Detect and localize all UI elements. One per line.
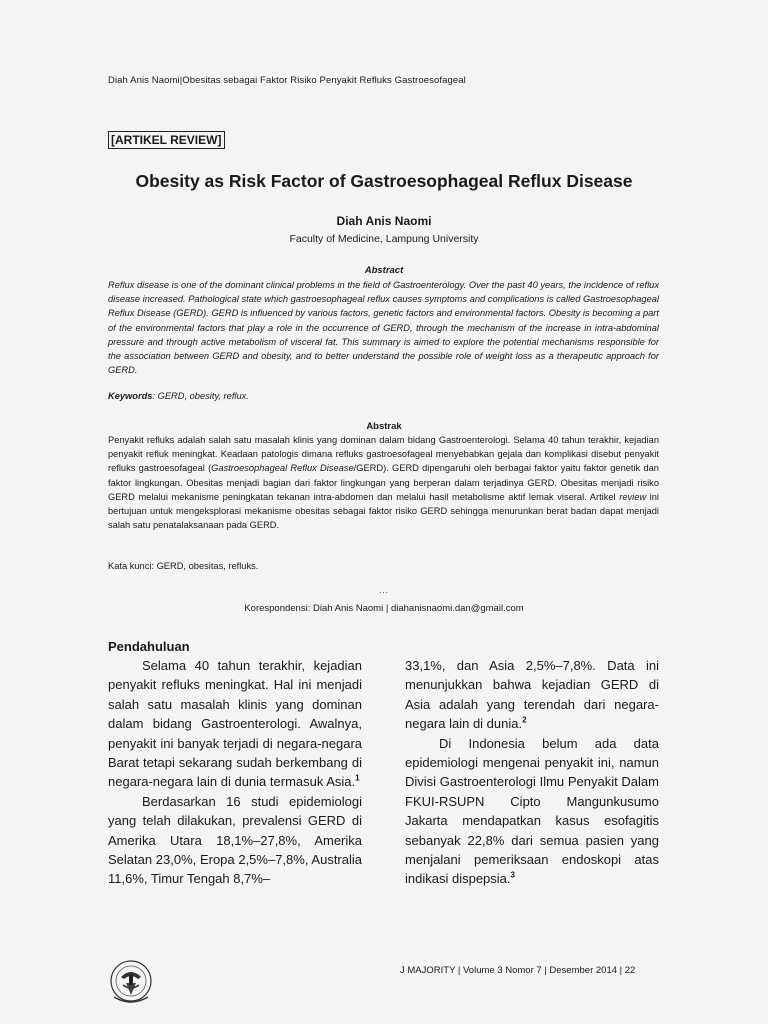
separator-dots: ... bbox=[379, 586, 389, 595]
abstrak-text-part: /GERD). GERD dipengaruhi oleh berbagai faktor yaitu faktor genetik dan faktor lingkungan. Obesitas menjadi bagian dari faktor lingkungan yang berperan dalam terjadinya GERD. Obesitas menjadi risiko GERD melalui mekanisme peningkatan tekanan intra-abdomen dan melalui hasil metabolisme aktif lemak viseral. Artikel bbox=[108, 463, 659, 502]
section-heading-pendahuluan: Pendahuluan bbox=[108, 639, 190, 654]
running-header: Diah Anis Naomi|Obesitas sebagai Faktor Risiko Penyakit Refluks Gastroesofageal bbox=[108, 75, 466, 86]
citation-ref: 2 bbox=[522, 715, 527, 725]
paragraph-text: Berdasarkan 16 studi epidemiologi yang telah dilakukan, prevalensi GERD di Amerika Utara 18,1%–27,8%, Amerika Selatan 23,0%, Eropa 2,5%–7,8%, Australia 11,6%, Timur Tengah 8,7%– bbox=[108, 793, 362, 887]
journal-footer: J MAJORITY | Volume 3 Nomor 7 | Desember 2014 | 22 bbox=[400, 965, 636, 976]
abstrak-text-italic: Gastroesophageal Reflux Disease bbox=[211, 463, 354, 474]
body-column-right bbox=[405, 656, 659, 889]
abstract-heading: Abstract bbox=[364, 265, 404, 276]
abstrak-heading: Abstrak bbox=[366, 421, 402, 432]
article-title: Obesity as Risk Factor of Gastroesophageal Reflux Disease bbox=[135, 171, 633, 191]
author-name: Diah Anis Naomi bbox=[336, 214, 432, 228]
keywords-value: : GERD, obesity, reflux. bbox=[152, 391, 249, 401]
paragraph-text: Di Indonesia belum ada data epidemiologi mengenai penyakit ini, namun Divisi Gastroenterologi Ilmu Penyakit Dalam FKUI-RSUPN Cipto Mangunkusumo Jakarta mendapatkan kasus esofagitis sebanyak 22,8% dari semua pasien yang menjalani pemeriksaan endoskopi atas indikasi dispepsia. bbox=[405, 735, 659, 887]
paragraph-text: 33,1%, dan Asia 2,5%–7,8%. Data ini menunjukkan bahwa kejadian GERD di Asia adalah yang terendah dari negara-negara lain di dunia. bbox=[405, 658, 659, 732]
paragraph bbox=[405, 656, 659, 734]
citation-ref: 1 bbox=[355, 774, 360, 784]
paragraph bbox=[108, 656, 362, 792]
paragraph bbox=[405, 734, 659, 889]
abstrak-text-italic: review bbox=[619, 491, 647, 502]
paragraph bbox=[108, 792, 362, 889]
citation-ref: 3 bbox=[510, 871, 515, 881]
abstrak-text bbox=[108, 433, 659, 532]
abstract-text: Reflux disease is one of the dominant clinical problems in the field of Gastroenterology. Over the past 40 years, the incidence of reflux disease increased. Pathological state which gastroesophageal reflux causes symptoms and complications is called Gastroesophageal Reflux Disease (GERD). GERD is influenced by various factors, genetic factors and environmental factors. Obesity is becoming a part of the environmental factors that play a role in the occurrence of GERD, through the mechanism of the increase in intra-abdominal pressure and through active metabolism of visceral fat. This summary is aimed to explore the potential mechanisms responsible for the association between GERD and obesity, and to better understand the possible role of weight loss as a therapeutic approach for GERD. bbox=[108, 280, 659, 376]
author-affiliation: Faculty of Medicine, Lampung University bbox=[289, 233, 479, 245]
article-type-tag: [ARTIKEL REVIEW] bbox=[108, 131, 225, 149]
kata-kunci: Kata kunci: GERD, obesitas, refluks. bbox=[108, 561, 259, 571]
correspondence-line: Korespondensi: Diah Anis Naomi | diahanisnaomi.dan@gmail.com bbox=[244, 603, 524, 614]
body-column-left bbox=[108, 656, 362, 889]
paragraph-text: Selama 40 tahun terakhir, kejadian penyakit refluks meningkat. Hal ini menjadi salah satu masalah klinis yang dominan dalam bidang Gastroenterologi. Awalnya, penyakit ini banyak terjadi di negara-negara Barat tetapi sekarang sudah berkembang di negara-negara lain di dunia termasuk Asia. bbox=[108, 658, 362, 790]
abstrak-text-part: Penyakit refluks adalah salah satu masalah klinis yang dominan dalam bidang Gastroenterologi. Selama 40 tahun terakhir, kejadian penyakit refluk meningkat. Keadaan patologis dimana refluks gastroesofageal menyebabkan gejala dan komplikasi disebut penyakit refluks gastroesofageal ( bbox=[108, 435, 659, 474]
keywords-label: Keywords bbox=[108, 391, 153, 401]
abstrak-text-part: ini bertujuan untuk mengeksplorasi mekanisme obesitas sebagai faktor risiko GERD sehingga menurunkan berat badan dapat menjadi salah satu penatalaksanaan pada GERD. bbox=[108, 491, 659, 531]
keywords bbox=[108, 391, 249, 401]
university-seal-icon bbox=[108, 957, 154, 1007]
